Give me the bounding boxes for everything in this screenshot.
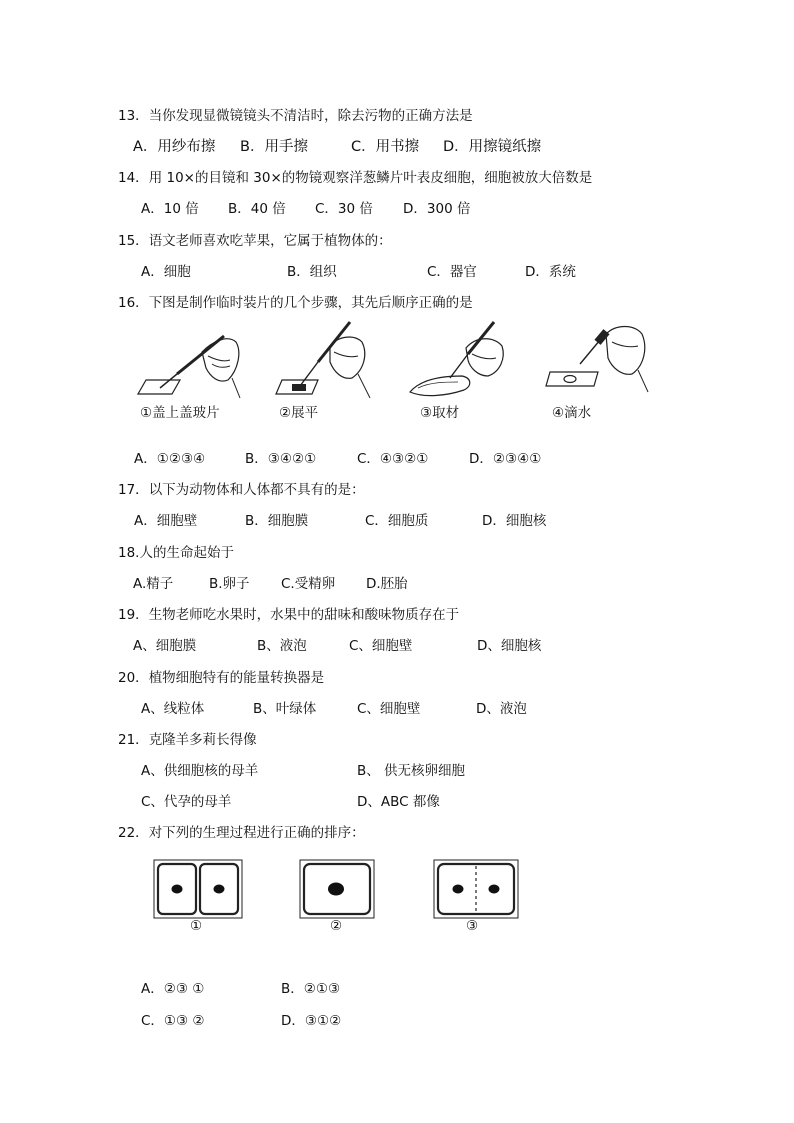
question-text: 以下为动物体和人体都不具有的是： xyxy=(148,482,365,498)
option-b[interactable]: B.卵子 xyxy=(209,576,250,592)
figure-caption: ④滴水 xyxy=(552,405,592,421)
option-d[interactable]: D、液泡 xyxy=(476,701,527,717)
cell-figure-single-cell xyxy=(296,856,378,922)
figure-caption: ①盖上盖玻片 xyxy=(140,405,220,421)
question-number: 17． xyxy=(118,482,149,498)
cell-figure-two-cells xyxy=(150,856,246,922)
option-a[interactable]: A．细胞壁 xyxy=(134,513,198,529)
question-number: 13． xyxy=(118,108,149,124)
question-number: 20． xyxy=(118,670,149,686)
question-text: 生物老师吃水果时，水果中的甜味和酸味物质存在于 xyxy=(148,607,460,623)
question-18 xyxy=(118,541,234,561)
option-a[interactable]: A．细胞 xyxy=(141,264,191,280)
figure-caption: ② xyxy=(330,918,343,934)
option-b[interactable]: B．用手擦 xyxy=(240,139,308,155)
question-16 xyxy=(118,291,473,311)
option-c[interactable]: C．30 倍 xyxy=(315,201,373,217)
option-c[interactable]: C．④③②① xyxy=(357,451,429,467)
hand-needle-illustration xyxy=(272,316,382,402)
question-19 xyxy=(118,603,459,623)
question-text: 人的生命起始于 xyxy=(139,545,234,561)
single-cell-illustration xyxy=(296,856,378,922)
question-text: 语文老师喜欢吃苹果，它属于植物体的： xyxy=(148,233,392,249)
question-17 xyxy=(118,478,365,498)
question-number: 19． xyxy=(118,607,149,623)
option-d[interactable]: D．②③④① xyxy=(469,451,542,467)
option-b[interactable]: B．细胞膜 xyxy=(245,513,309,529)
question-number: 15． xyxy=(118,233,149,249)
option-d[interactable]: D.胚胎 xyxy=(366,576,408,592)
option-b[interactable]: B．组织 xyxy=(287,264,337,280)
hand-dropper-illustration xyxy=(132,322,247,402)
option-b[interactable]: B、液泡 xyxy=(257,638,307,654)
option-b[interactable]: B、叶绿体 xyxy=(253,701,317,717)
step-figure-take-material xyxy=(406,316,516,402)
figure-caption: ③取材 xyxy=(420,405,460,421)
question-number: 16． xyxy=(118,295,149,311)
option-c[interactable]: C、代孕的母羊 xyxy=(141,794,232,810)
option-a[interactable]: A、供细胞核的母羊 xyxy=(141,763,259,779)
option-c[interactable]: C.受精卵 xyxy=(281,576,336,592)
option-d[interactable]: D．细胞核 xyxy=(482,513,547,529)
option-b[interactable]: B．②①③ xyxy=(281,981,341,997)
question-number: 14． xyxy=(118,170,149,186)
figure-caption: ②展平 xyxy=(279,405,319,421)
option-a[interactable]: A、线粒体 xyxy=(141,701,205,717)
option-c[interactable]: C．①③ ② xyxy=(141,1013,205,1029)
question-number: 21． xyxy=(118,732,149,748)
cell-figure-dividing xyxy=(430,856,522,922)
option-a[interactable]: A．①②③④ xyxy=(134,451,206,467)
hand-tweezers-illustration xyxy=(406,316,516,402)
option-a[interactable]: A．10 倍 xyxy=(141,201,199,217)
question-text: 对下列的生理过程进行正确的排序： xyxy=(148,825,365,841)
question-text: 下图是制作临时装片的几个步骤，其先后顺序正确的是 xyxy=(148,295,473,311)
option-a[interactable]: A．②③ ① xyxy=(141,981,205,997)
option-a[interactable]: A．用纱布擦 xyxy=(133,139,216,155)
question-22 xyxy=(118,821,365,841)
question-14 xyxy=(118,166,592,186)
option-c[interactable]: C、细胞壁 xyxy=(349,638,413,654)
option-c[interactable]: C、细胞壁 xyxy=(357,701,421,717)
step-figure-drop-water xyxy=(542,318,654,394)
option-d[interactable]: D．300 倍 xyxy=(403,201,471,217)
step-figure-cover-slip xyxy=(132,322,247,402)
question-text: 克隆羊多莉长得像 xyxy=(148,732,257,748)
option-b[interactable]: B、 供无核卵细胞 xyxy=(357,763,466,779)
question-20 xyxy=(118,666,324,686)
option-c[interactable]: C．细胞质 xyxy=(365,513,429,529)
question-13 xyxy=(118,104,473,124)
question-15 xyxy=(118,229,392,249)
option-a[interactable]: A.精子 xyxy=(133,576,174,592)
option-d[interactable]: D、细胞核 xyxy=(477,638,542,654)
figure-caption: ③ xyxy=(466,918,479,934)
hand-pipette-illustration xyxy=(542,318,654,394)
question-number: 22． xyxy=(118,825,149,841)
question-text: 植物细胞特有的能量转换器是 xyxy=(148,670,325,686)
option-c[interactable]: C．器官 xyxy=(427,264,477,280)
option-b[interactable]: B．③④②① xyxy=(245,451,317,467)
dividing-cell-illustration xyxy=(150,856,246,922)
question-21 xyxy=(118,728,257,748)
option-c[interactable]: C．用书擦 xyxy=(351,139,420,155)
option-d[interactable]: D、ABC 都像 xyxy=(357,794,440,810)
dividing-cell-membrane-illustration xyxy=(430,856,522,922)
option-d[interactable]: D．③①② xyxy=(281,1013,342,1029)
figure-caption: ① xyxy=(190,918,203,934)
option-d[interactable]: D．用擦镜纸擦 xyxy=(443,139,542,155)
option-b[interactable]: B．40 倍 xyxy=(228,201,286,217)
step-figure-spread xyxy=(272,316,382,402)
option-a[interactable]: A、细胞膜 xyxy=(133,638,197,654)
question-text: 当你发现显微镜镜头不清洁时，除去污物的正确方法是 xyxy=(148,108,473,124)
question-number: 18. xyxy=(118,545,140,561)
option-d[interactable]: D．系统 xyxy=(525,264,576,280)
question-text: 用 10×的目镜和 30×的物镜观察洋葱鳞片叶表皮细胞，细胞被放大倍数是 xyxy=(148,170,593,186)
